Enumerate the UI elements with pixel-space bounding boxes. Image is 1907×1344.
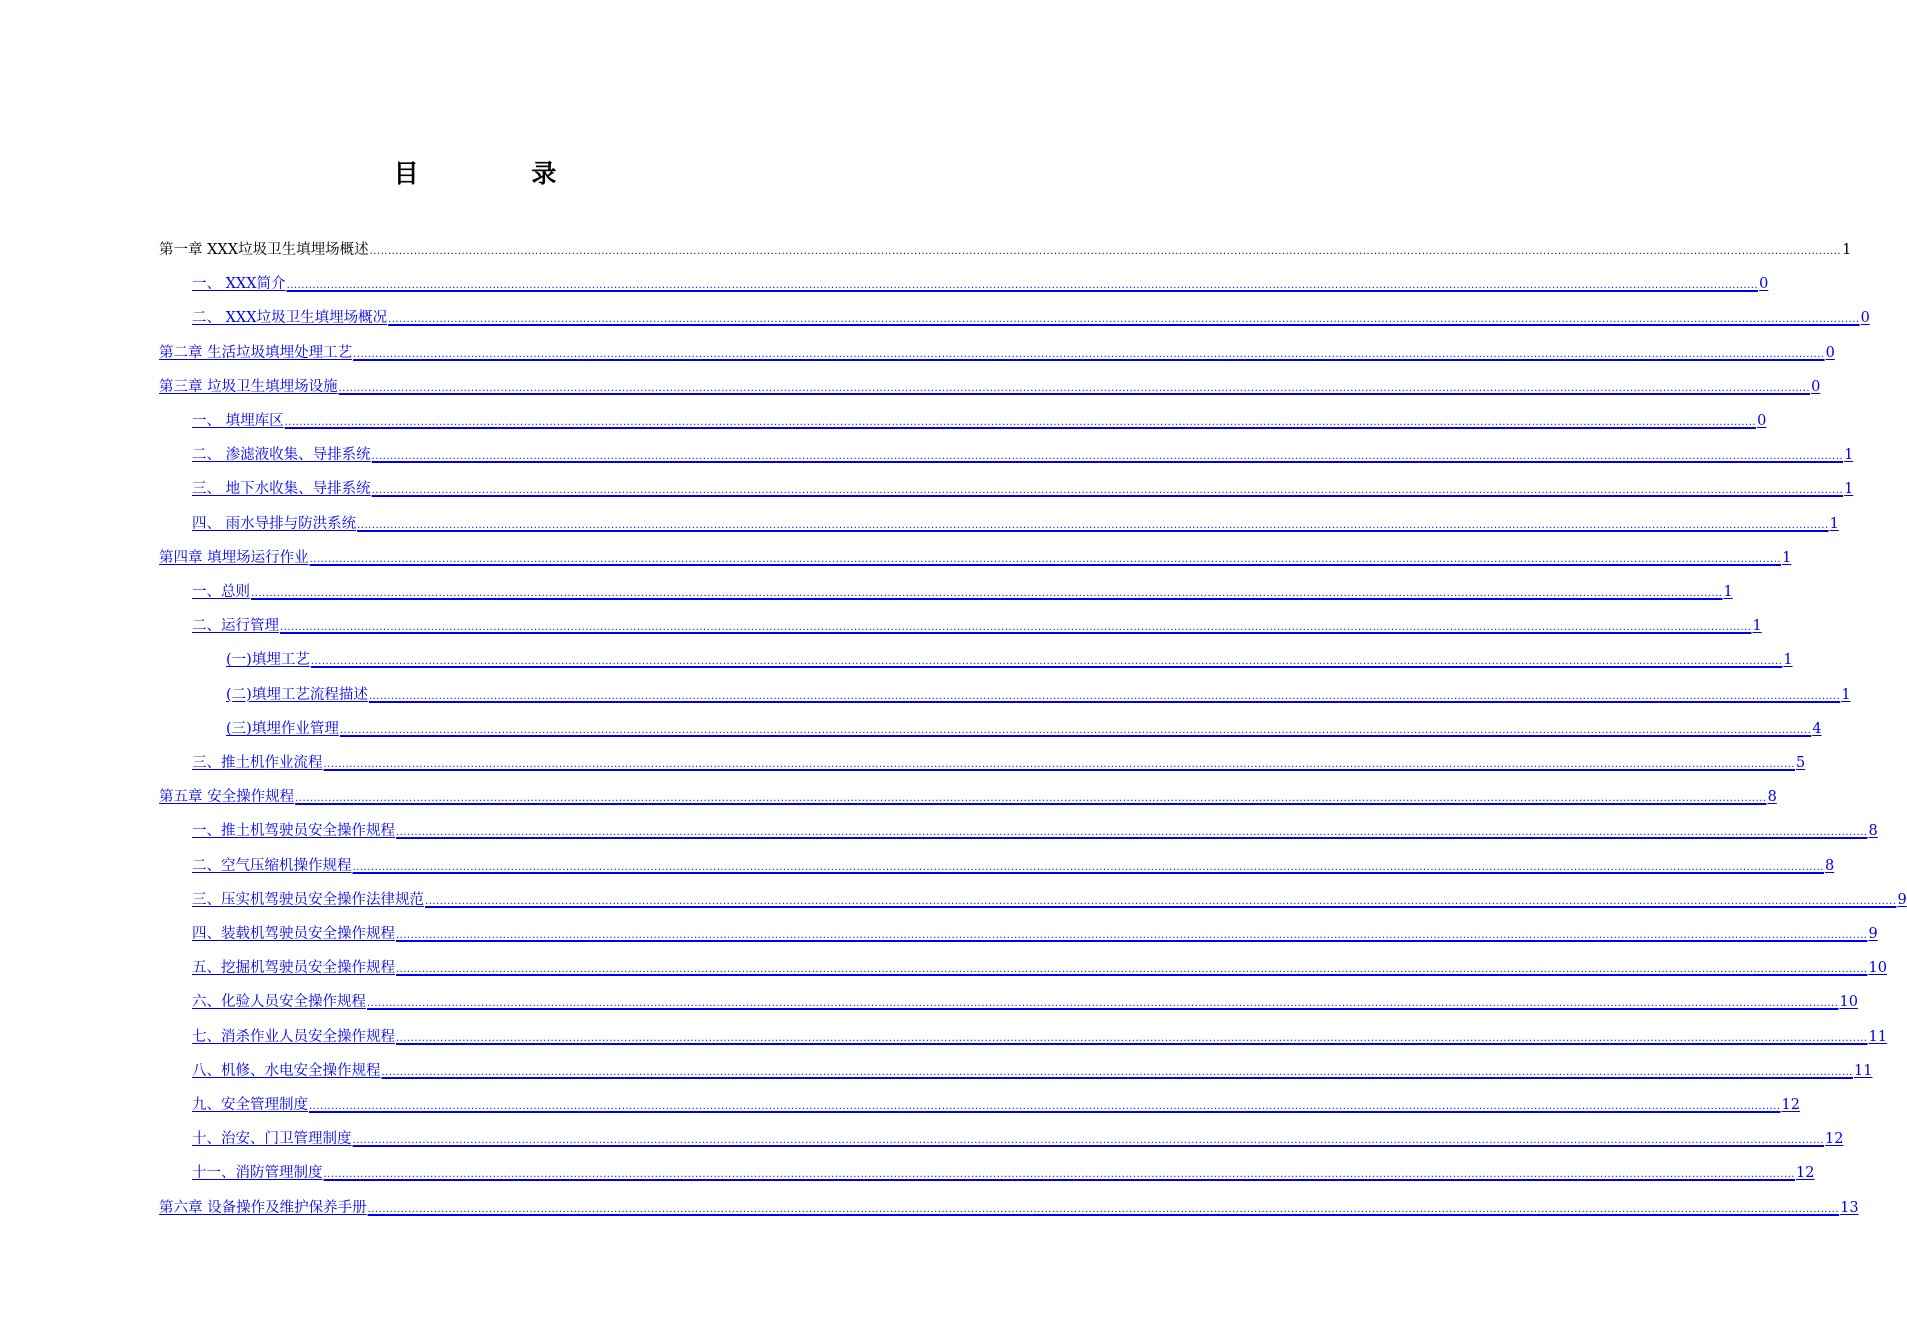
toc-entry[interactable] [192,751,1806,773]
toc-dot-leader: ................................................................................................................................................................................................................................................................................................................................................................................................................ [367,998,1839,1010]
toc-entry-page-number: 8 [1767,789,1777,806]
toc-entry[interactable] [192,512,1839,534]
toc-entry-page-number: 5 [1795,755,1806,771]
toc-entry-label: 三、压实机驾驶员安全操作法律规范 [192,891,424,908]
toc-entry-page-number: 4 [1812,720,1822,737]
toc-dot-leader: ................................................................................................................................................................................................................................................................................................................................................................................................................ [357,519,1829,531]
toc-entry-label: 三、 地下水收集、导排系统 [192,481,371,498]
toc-entry[interactable] [159,341,1835,363]
toc-entry-label: 四、装载机驾驶员安全操作规程 [192,926,395,942]
toc-dot-leader: ................................................................................................................................................................................................................................................................................................................................................................................................................ [353,348,1825,360]
toc-dot-leader: ................................................................................................................................................................................................................................................................................................................................................................................................................ [295,793,1767,805]
toc-dot-leader: ................................................................................................................................................................................................................................................................................................................................................................................................................ [396,964,1868,976]
toc-entry-page-number: 0 [1759,276,1769,293]
toc-entry[interactable] [192,443,1854,465]
toc-entry-page-number: 0 [1825,344,1835,361]
toc-entry-label: 二、 XXX垃圾卫生填埋场概况 [192,310,388,327]
toc-dot-leader: ................................................................................................................................................................................................................................................................................................................................................................................................................ [371,485,1844,497]
toc-dot-leader: ................................................................................................................................................................................................................................................................................................................................................................................................................ [339,724,1812,736]
toc-dot-leader: ................................................................................................................................................................................................................................................................................................................................................................................................................ [323,1169,1795,1181]
toc-entry[interactable] [159,546,1792,568]
toc-entry-page-number: 12 [1781,1097,1800,1113]
toc-entry-page-number: 0 [1757,413,1767,429]
toc-dot-leader: ................................................................................................................................................................................................................................................................................................................................................................................................................ [286,280,1759,292]
toc-entry-label: 二、运行管理 [192,618,279,635]
toc-entry-label: 八、机修、水电安全操作规程 [192,1062,381,1079]
toc-dot-leader: ................................................................................................................................................................................................................................................................................................................................................................................................................ [396,930,1868,941]
toc-entry[interactable] [159,1196,1859,1218]
toc-dot-leader: ................................................................................................................................................................................................................................................................................................................................................................................................................ [352,861,1824,873]
toc-entry-label: (二)填埋工艺流程描述 [226,686,368,703]
toc-entry[interactable] [226,717,1822,739]
toc-entry-page-number: 13 [1840,1199,1859,1216]
toc-entry[interactable] [192,888,1907,910]
toc-dot-leader: ................................................................................................................................................................................................................................................................................................................................................................................................................ [425,895,1897,907]
toc-entry[interactable] [192,1127,1844,1149]
toc-entry[interactable] [192,956,1887,978]
toc-entry-label: 十、治安、门卫管理制度 [192,1131,352,1148]
toc-entry-page-number: 8 [1824,857,1835,874]
toc-entry-label: 一、 填埋库区 [192,413,284,429]
toc-entry-page-number: 1 [1783,652,1793,669]
toc-entry-label: 第五章 安全操作规程 [159,789,295,806]
toc-entry-page-number: 12 [1795,1165,1815,1182]
toc-dot-leader: ................................................................................................................................................................................................................................................................................................................................................................................................................ [381,1066,1853,1078]
toc-entry[interactable] [192,990,1858,1012]
toc-dot-leader: ................................................................................................................................................................................................................................................................................................................................................................................................................ [352,1135,1824,1147]
toc-entry[interactable] [192,580,1733,602]
toc-dot-leader: ................................................................................................................................................................................................................................................................................................................................................................................................................ [280,622,1752,634]
toc-entry-label: 四、 雨水导排与防洪系统 [192,515,357,532]
toc-entry-label: 五、挖掘机驾驶员安全操作规程 [192,960,395,977]
toc-dot-leader: ................................................................................................................................................................................................................................................................................................................................................................................................................ [309,553,1782,565]
toc-entry[interactable] [192,306,1870,328]
toc-entry-label: 第三章 垃圾卫生填埋场设施 [159,378,338,395]
toc-dot-leader: ................................................................................................................................................................................................................................................................................................................................................................................................................ [323,759,1795,770]
toc-dot-leader: ................................................................................................................................................................................................................................................................................................................................................................................................................ [309,1101,1781,1112]
toc-dot-leader: ................................................................................................................................................................................................................................................................................................................................................................................................................ [371,451,1844,463]
toc-dot-leader: ................................................................................................................................................................................................................................................................................................................................................................................................................ [368,690,1841,702]
toc-entry[interactable] [226,683,1851,705]
toc-entry-page-number: 8 [1868,823,1878,840]
toc-entry-page-number: 1 [1841,686,1851,703]
toc-entry[interactable] [192,1025,1887,1047]
toc-entry-label: 三、推土机作业流程 [192,755,323,771]
toc-dot-leader: ................................................................................................................................................................................................................................................................................................................................................................................................................ [251,588,1723,599]
toc-entry-page-number: 10 [1868,960,1887,977]
toc-entry[interactable] [192,1161,1815,1183]
toc-entry-page-number: 1 [1844,447,1854,464]
toc-dot-leader: ................................................................................................................................................................................................................................................................................................................................................................................................................ [338,382,1811,394]
toc-entry-label: 第一章 XXX垃圾卫生填埋场概述 [159,242,369,258]
toc-entry-page-number: 10 [1839,994,1858,1011]
toc-entry-label: (三)填埋作业管理 [226,720,339,737]
toc-entry[interactable] [192,409,1767,431]
toc-entry[interactable] [192,1093,1800,1115]
toc-entry-page-number: 9 [1868,926,1878,942]
toc-entry-page-number: 1 [1842,242,1852,258]
toc-dot-leader: ................................................................................................................................................................................................................................................................................................................................................................................................................ [396,827,1868,839]
toc-entry-label: 第二章 生活垃圾填埋处理工艺 [159,344,353,361]
toc-entry-page-number: 0 [1860,310,1870,327]
toc-entry[interactable] [192,272,1769,294]
toc-entry[interactable] [159,785,1777,807]
toc-entry-page-number: 1 [1782,549,1792,566]
toc-entry[interactable] [192,614,1762,636]
toc-dot-leader: ................................................................................................................................................................................................................................................................................................................................................................................................................ [284,417,1757,428]
toc-entry-label: 一、 XXX简介 [192,276,286,293]
toc-entry-page-number: 1 [1723,584,1733,600]
toc-entry-page-number: 12 [1824,1131,1844,1148]
toc-entry-label: 六、化验人员安全操作规程 [192,994,366,1011]
toc-entry [159,238,1852,260]
toc-entry[interactable] [159,375,1821,397]
toc-entry-page-number: 0 [1811,378,1821,395]
toc-entry[interactable] [192,922,1878,944]
toc-title: 目 录 [393,159,609,188]
toc-entry[interactable] [192,1059,1873,1081]
toc-entry-page-number: 1 [1844,481,1854,498]
toc-entry[interactable] [192,819,1878,841]
toc-entry-label: 第四章 填埋场运行作业 [159,549,309,566]
toc-entry-page-number: 1 [1752,618,1762,635]
toc-entry-page-number: 1 [1829,515,1839,532]
toc-entry-page-number: 11 [1868,1028,1887,1045]
toc-entry[interactable] [192,477,1854,499]
toc-entry-label: 二、空气压缩机操作规程 [192,857,352,874]
toc-entry[interactable] [192,854,1835,876]
toc-entry-page-number: 11 [1853,1062,1873,1079]
toc-entry-label: 十一、消防管理制度 [192,1165,323,1182]
toc-entry-page-number: 9 [1897,891,1907,908]
toc-dot-leader: ................................................................................................................................................................................................................................................................................................................................................................................................................ [310,656,1783,668]
toc-dot-leader: ................................................................................................................................................................................................................................................................................................................................................................................................................ [388,314,1860,326]
toc-entry-label: 七、消杀作业人员安全操作规程 [192,1028,395,1045]
toc-entry-label: 九、安全管理制度 [192,1097,308,1113]
toc-dot-leader: ................................................................................................................................................................................................................................................................................................................................................................................................................ [396,1032,1868,1044]
toc-entry[interactable] [226,648,1793,670]
toc-entry-label: 二、 渗滤液收集、导排系统 [192,447,371,464]
toc-entry-label: 一、总则 [192,584,250,600]
toc-dot-leader: ................................................................................................................................................................................................................................................................................................................................................................................................................ [369,246,1842,257]
toc-entry-label: 一、推土机驾驶员安全操作规程 [192,823,395,840]
toc-dot-leader: ................................................................................................................................................................................................................................................................................................................................................................................................................ [367,1203,1840,1215]
toc-entry-label: (一)填埋工艺 [226,652,310,669]
toc-entry-label: 第六章 设备操作及维护保养手册 [159,1199,367,1216]
